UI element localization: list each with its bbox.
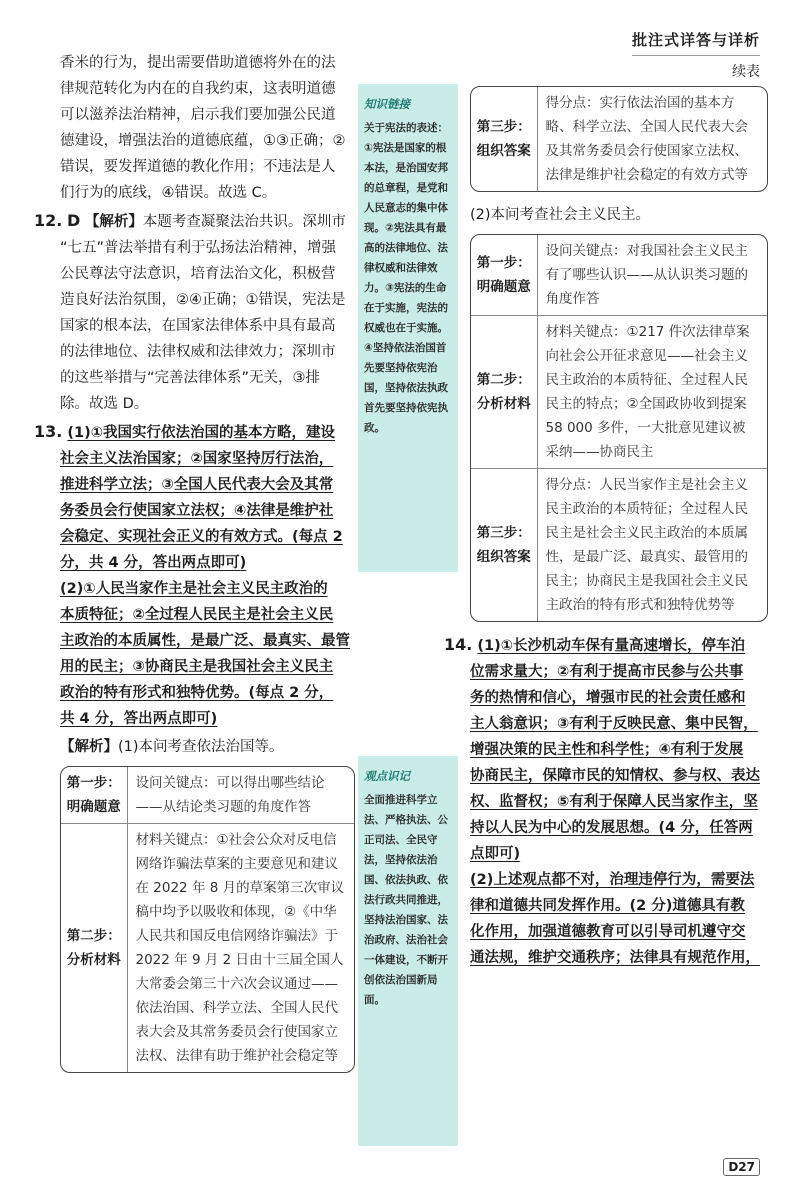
text-line: 律规范转化为内在的自我约束，这表明道德 — [60, 81, 336, 97]
text-line: 分，共 4 分，答出两点即可) — [60, 555, 247, 571]
text-line: 位需求量大；②有利于提高市民参与公共事 — [470, 664, 744, 680]
analysis-table-1 — [60, 766, 355, 1073]
q12-analysis-tag: 【解析】 — [84, 214, 143, 230]
text-line: 务的热情和信心，增强市民的社会责任感和 — [470, 690, 746, 706]
analysis-table-0 — [470, 86, 768, 192]
text-line: 本题考查凝聚法治共识。深圳市 — [142, 214, 346, 230]
text-line: 律和道德共同发挥作用。(2 分)道德具有教 — [470, 898, 745, 914]
text-line: 政治的特有形式和独特优势。(每点 2 分， — [60, 685, 334, 701]
text-line: 们行为的底线，④错误。故选 C。 — [60, 185, 277, 201]
text-line: 的这些举措与“完善法律体系”无关，③排 — [60, 370, 321, 386]
step-label: 第三步： 组织答案 — [471, 87, 537, 191]
header-subtitle: 续表 — [732, 64, 760, 80]
step-label: 第一步： 明确题意 — [61, 767, 127, 824]
text-line: 推进科学立法；③全国人民代表大会及其常 — [60, 477, 334, 493]
text-line: 造良好法治氛围，②④正确；①错误，宪法是 — [60, 292, 346, 308]
q13-analysis-tag: 【解析】 — [60, 739, 118, 755]
step-content: 得分点：人民当家作主是社会主义民主政治的本质特征；全过程人民民主是社会主义民主政治的本质属性，是最广泛、最真实、最管用的民主；协商民主是我国社会主义民主政治的特有形式和独特优势等 — [545, 477, 748, 613]
text-line: 错误，要发挥道德的教化作用；不违法是人 — [60, 159, 336, 175]
q11-continuation — [60, 50, 355, 206]
text-line: 的法律地位、法律权威和法律效力；深圳市 — [60, 344, 336, 360]
text-line: 国家的根本法，在国家法律体系中具有最高 — [60, 318, 336, 334]
text-line: 主政治的本质属性，是最广泛、最真实、最管 — [60, 633, 350, 649]
text-line: 用的民主；③协商民主是我国社会主义民主 — [60, 659, 334, 675]
text-line: 点即可) — [470, 846, 521, 862]
step-content: 得分点：实行依法治国的基本方略、科学立法、全国人民代表大会及其常务委员会行使国家立法权、法律是维护社会稳定的有效方式等 — [545, 95, 748, 183]
table-row — [471, 316, 767, 469]
text-line: 香米的行为，提出需要借助道德将外在的法 — [60, 55, 336, 71]
text-line: 本质特征；②全过程人民民主是社会主义民 — [60, 607, 334, 623]
text-line: (1)本问考查依法治国等。 — [118, 739, 284, 755]
table-row — [61, 767, 354, 824]
text-line: 主人翁意识；③有利于反映民意、集中民智， — [470, 716, 758, 732]
table-row — [61, 824, 354, 1073]
text-line: (2)上述观点都不对，治理违停行为，需要法 — [470, 872, 755, 888]
step-label: 第一步： 明确题意 — [471, 235, 537, 316]
step-content: 设问关键点：对我国社会主义民主有了哪些认识——从认识类习题的角度作答 — [537, 235, 767, 316]
text-line: 务委员会行使国家立法权；④法律是维护社 — [60, 503, 334, 519]
text-line: 权、监督权；⑤有利于保障人民当家作主，坚 — [470, 794, 758, 810]
table-row — [471, 235, 767, 316]
viewpoint-text: 全面推进科学立法、严格执法、公正司法、全民守法，坚持依法治国、依法执政、依法行政共同推进，坚持法治国家、法治政府、法治社会一体建设，不断开创依法治国新局面。 — [364, 794, 448, 1006]
step-content: 材料关键点：①社会公众对反电信网络诈骗法草案的主要意见和建议在 2022 年 8 月的草案第三次审议稿中均予以吸收和体现，②《中华人民共和国反电信网络诈骗法》于 2022 年 9 月 2 日由十三届全国人大常委会第三十六次会议通过——依法治国、科学立法、全国人民代表大会及其常务委员会行使国家立法权、法律有助于维护社会稳定等 — [135, 832, 345, 1064]
text-line: 德建设，增强法治的道德底蕴，①③正确；② — [60, 133, 346, 149]
q12-answer: D — [66, 211, 81, 230]
header-title: 批注式详答与详析 — [632, 28, 760, 56]
text-line: (1)①长沙机动车保有量高速增长，停车泊 — [477, 638, 746, 654]
text-line: 通法规，维护交通秩序；法律具有规范作用， — [470, 950, 760, 966]
knowledge-link-text: 关于宪法的表述：①宪法是国家的根本法，是治国安邦的总章程，是党和人民意志的集中体现。②宪法具有最高的法律地位、法律权威和法律效力。③宪法的生命在于实施，宪法的权威也在于实施。④坚持依法治国首先要坚持依宪治国，坚持依法执政首先要坚持依宪执政。 — [364, 122, 448, 434]
text-line: 化作用，加强道德教育可以引导司机遵守交 — [470, 924, 746, 940]
text-line: (2)①人民当家作主是社会主义民主政治的 — [60, 581, 328, 597]
analysis-table-2 — [470, 234, 768, 622]
page-number: D27 — [723, 1158, 760, 1176]
text-line: 协商民主，保障市民的知情权、参与权、表达 — [470, 768, 760, 784]
text-line: 持以人民为中心的发展思想。(4 分，任答两 — [470, 820, 753, 836]
q12-block — [34, 208, 355, 417]
text-line: “七五”普法举措有利于弘扬法治精神，增强 — [60, 240, 337, 256]
text-line: 会稳定、实现社会正义的有效方式。(每点 2 — [60, 529, 343, 545]
left-column — [34, 50, 355, 1073]
text-line: 可以滋养法治精神，启示我们要加强公民道 — [60, 107, 336, 123]
table-row — [471, 469, 767, 622]
q13-analysis — [60, 734, 355, 760]
knowledge-link-title: 知识链接 — [364, 97, 410, 111]
viewpoint-title: 观点识记 — [364, 769, 410, 783]
text-line: 增强决策的民主性和科学性；④有利于发展 — [470, 742, 744, 758]
q14-number: 14. — [444, 635, 473, 654]
step-content: 材料关键点：①217 件次法律草案向社会公开征求意见——社会主义民主政治的本质特征、全过程人民民主的特点；②全国政协收到提案 58 000 多件，一大批意见建议被采纳——协商民主 — [537, 316, 767, 469]
step-label: 第二步： 分析材料 — [471, 316, 537, 469]
right-column — [444, 86, 768, 971]
step-content: 设问关键点：可以得出哪些结论——从结论类习题的角度作答 — [127, 767, 354, 824]
q13-2-intro: (2)本问考查社会主义民主。 — [470, 207, 651, 223]
viewpoint-sidebar — [358, 756, 458, 1146]
q12-number: 12. — [34, 211, 63, 230]
text-line: 社会主义法治国家；②国家坚持厉行法治， — [60, 451, 334, 467]
text-line: (1)①我国实行依法治国的基本方略，建设 — [67, 425, 336, 441]
q13-number: 13. — [34, 422, 63, 441]
table-row — [471, 87, 767, 191]
text-line: 除。故选 D。 — [60, 396, 149, 412]
step-label: 第三步： 组织答案 — [471, 469, 537, 622]
text-line: 共 4 分，答出两点即可) — [60, 711, 218, 727]
knowledge-sidebar — [358, 84, 458, 572]
q13-answer — [34, 419, 355, 732]
step-label: 第二步： 分析材料 — [61, 824, 127, 1073]
text-line: 公民尊法守法意识，培育法治文化，积极营 — [60, 266, 336, 282]
page-header — [632, 28, 760, 84]
q14-answer — [444, 632, 768, 971]
